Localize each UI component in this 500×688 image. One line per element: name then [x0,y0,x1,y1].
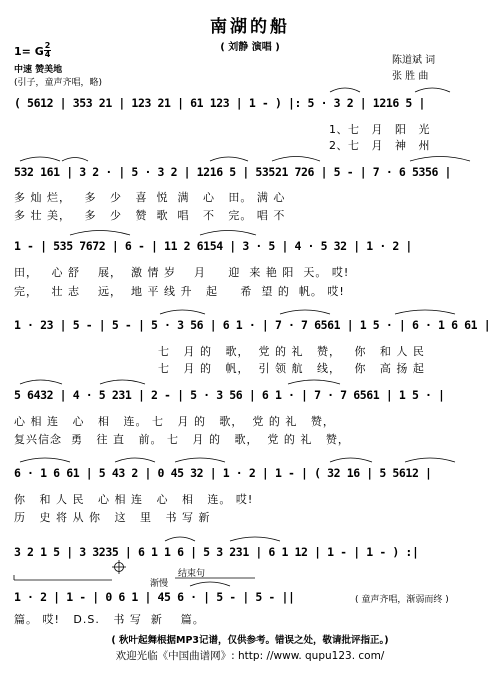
score-row-1-lyric-2: 2、七 月 神 州 [329,139,430,152]
slur [175,458,225,462]
time-signature-bottom: 4 [44,50,51,59]
score-row-8-music: 1 · 2 | 1 - | 0 6 1 | 45 6 · | 5 - | 5 - || [14,590,295,604]
slur [280,310,330,314]
score-row-2-lyric-2: 多 壮 美， 多 少 赞 歌 唱 不 完。 唱 不 [14,209,286,222]
footer-note: ( 秋叶起舞根据MP3记谱，仅供参考。错误之处，敬请批评指正。) [111,635,389,646]
slur [330,458,372,462]
slur [288,380,340,384]
singer-credit: ( 刘静 演唱 ) [220,42,280,53]
time-signature [44,42,51,59]
coda-circle [115,563,124,572]
score-row-4-lyric-1: 七 月 的 歌， 党 的 礼 赞， 你 和 人 民 [158,345,425,358]
slur [230,537,280,541]
slur [62,158,88,162]
slur [415,88,450,92]
slur [330,88,360,92]
score-row-6-lyric-1: 你 和 人 民 心 相 连 心 相 连。 哎! [14,493,254,506]
score-row-6-music: 6 · 1 6 61 | 5 43 2 | 0 45 32 | 1 · 2 | 1 - | ( 32 16 | 5 5612 | [14,466,432,480]
ritardando-mark: 渐慢 [150,579,169,589]
footer-site: 欢迎光临《中国曲谱网》: http: //www. qupu123. com/ [115,650,385,662]
time-signature-top: 2 [44,41,51,50]
tempo-marking: 中速 赞美地 [14,65,63,75]
slur [160,310,205,314]
slur [272,157,320,162]
slur [70,231,130,236]
slur [200,231,256,236]
slur [190,582,230,586]
score-row-4-lyric-2: 七 月 的 帆， 引 领 航 线， 你 高 扬 起 [158,362,425,375]
slur [405,458,455,462]
coda-lines [14,575,255,580]
score-row-5-lyric-1: 心 相 连 心 相 连。 七 月 的 歌， 党 的 礼 赞， [14,415,335,428]
slur [115,458,155,462]
slur [100,380,145,384]
slur [20,380,62,384]
slur [20,157,60,161]
score-row-6-lyric-2: 历 史 将 从 你 这 里 书 写 新 [14,511,211,524]
score-row-1-lyric-1: 1、七 月 阳 光 [329,123,430,136]
score-row-3-lyric-2: 完， 壮 志 远， 地 平 线 升 起 希 望 的 帆。 哎! [14,285,345,298]
score-row-4-music: 1 · 23 | 5 - | 5 - | 5 · 3 56 | 6 1 · | 7 · 7 6561 | 1 5 · | 6 · 1 6 61 | [14,318,491,332]
score-row-2-music: 532 161 | 3 2 · | 5 · 3 2 | 1216 5 | 53521 726 | 5 - | 7 · 6 5356 | [14,165,452,179]
lyricist-credit: 陈道斌 词 [392,55,436,66]
ending-note: ( 童声齐唱，渐弱而终 ) [355,595,449,605]
score-row-3-music: 1 - | 535 7672 | 6 - | 11 2 6154 | 3 · 5 | 4 · 5 32 | 1 · 2 | [14,239,412,253]
coda-sign [112,560,126,574]
slur [410,157,470,162]
score-row-8-lyric-1: 篇。 哎! D.S. 书 写 新 篇。 [14,613,205,626]
slur [20,458,70,462]
coda-label: 结束句 [178,569,206,579]
score-row-3-lyric-1: 田， 心 舒 展， 激 情 岁 月 迎 来 艳 阳 天。 哎! [14,266,350,279]
score-row-2-lyric-1: 多 灿 烂， 多 少 喜 悦 满 心 田。 满 心 [14,191,286,204]
composer-credit: 张 胜 曲 [392,71,429,82]
score-row-5-music: 5 6432 | 4 · 5 231 | 2 - | 5 · 3 56 | 6 1 · | 7 · 7 6561 | 1 5 · | [14,388,445,402]
slur [165,537,195,541]
slur [210,157,248,161]
score-row-1-music: ( 5612 | 353 21 | 123 21 | 61 123 | 1 - ) |: 5 · 3 2 | 1216 5 | [14,96,425,110]
key-signature: 1= G [14,45,44,58]
score-row-7-music: 3 2 1 5 | 3 3235 | 6 1 1 6 | 5 3 231 | 6 1 12 | 1 - | 1 - ) :| [14,545,419,559]
slur [395,310,455,314]
intro-note: (引子，童声齐唱，略) [14,78,103,88]
score-row-5-lyric-2: 复兴信念 勇 往 直 前。 七 月 的 歌， 党 的 礼 赞， [14,433,350,446]
song-title: 南湖的船 [210,17,290,37]
